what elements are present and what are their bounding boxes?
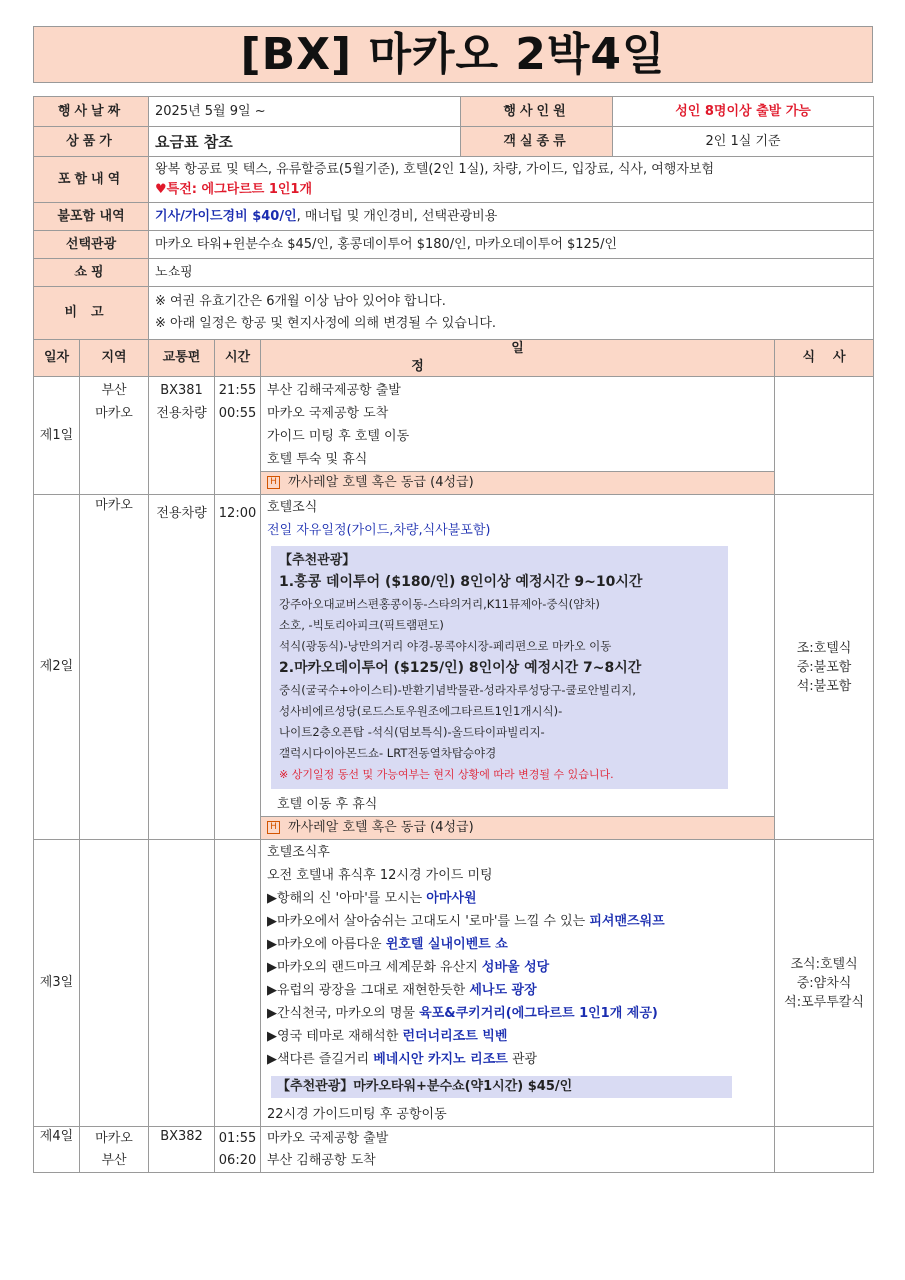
attraction-line: ▶유럽의 광장을 그대로 재현한듯한 세나도 광장	[267, 983, 537, 998]
schedule-line: 22시경 가이드미팅 후 공항이동	[267, 1107, 447, 1122]
meal-cell	[775, 840, 874, 1127]
include-benefit: ♥특전: 에그타르트 1인1개	[155, 181, 313, 197]
hotel-row	[261, 471, 774, 494]
meal-dinner: 석:포루투칼식	[784, 994, 864, 1010]
schedule-line: 가이드 미팅 후 호텔 이동	[267, 429, 410, 444]
day-row	[34, 840, 874, 1127]
attraction-line: ▶마카오에 아름다운 윈호텔 실내이벤트 쇼	[267, 937, 508, 952]
hotel-name: 까사레알 호텔 혹은 동급 (4성급)	[288, 820, 474, 835]
tour-line: 중식(굴국수+아이스티)-반환기념박물관-성라자루성당구-쿨로안빌리지,	[279, 683, 636, 697]
hotel-row	[261, 816, 774, 839]
shopping-label: 쇼핑	[34, 259, 149, 287]
transport: 전용차량	[156, 406, 207, 421]
box-note: ※ 상기일정 동선 및 가능여부는 현지 상황에 따라 변경될 수 있습니다.	[279, 768, 614, 781]
day-row	[34, 377, 874, 495]
tour-line: 강주아오대교버스편홍콩이동-스타의거리,K11뮤제아-중식(얌차)	[279, 597, 600, 611]
header-day: 일자	[34, 340, 80, 377]
region: 마카오	[80, 495, 149, 840]
header-schedule: 일정	[261, 340, 775, 377]
tour-line: 나이트2층오픈탑 -석식(덤보특식)-올드타이파빌리지-	[279, 725, 545, 739]
schedule-line: 호텔조식	[267, 500, 318, 515]
attraction-line: ▶간식천국, 마카오의 명물 육포&쿠키거리(에그타르트 1인1개 제공)	[267, 1006, 658, 1021]
meal-cell	[775, 377, 874, 495]
time: 12:00	[215, 495, 261, 840]
note-label: 비고	[34, 287, 149, 340]
attraction-line: ▶마카오에서 살아숨쉬는 고대도시 '로마'를 느낄 수 있는 피셔맨즈워프	[267, 914, 665, 929]
tour-title: 1.홍콩 데이투어 ($180/인) 8인이상 예정시간 9~10시간	[279, 574, 643, 590]
meal-breakfast: 조식:호텔식	[790, 956, 858, 972]
meal-lunch: 중:얌차식	[796, 975, 852, 991]
info-row-include	[34, 157, 874, 203]
schedule-line: 오전 호텔내 휴식후 12시경 가이드 미팅	[267, 868, 493, 883]
hotel-icon: H	[267, 476, 280, 489]
day-label: 제4일	[34, 1127, 80, 1173]
tour-line: 소호, -빅토리아피크(픽트램편도)	[279, 618, 444, 632]
meal-cell	[775, 495, 874, 840]
header-meal: 식사	[775, 340, 874, 377]
time: 00:55	[218, 406, 257, 421]
optional-label: 선택관광	[34, 231, 149, 259]
room-value: 2인 1실 기준	[613, 127, 874, 157]
schedule-line: 호텔 투숙 및 휴식	[267, 452, 368, 467]
page-title: [BX] 마카오 2박4일	[33, 26, 873, 83]
time: 21:55	[218, 383, 257, 398]
itinerary-table	[33, 96, 874, 1173]
room-label: 객실종류	[461, 127, 613, 157]
exclude-rest: , 매너팁 및 개인경비, 선택관광비용	[296, 208, 498, 224]
attraction-line: ▶색다른 즐길거리 베네시안 카지노 리조트 관광	[267, 1052, 538, 1067]
info-row-price	[34, 127, 874, 157]
info-row-note	[34, 287, 874, 340]
header-region: 지역	[80, 340, 149, 377]
tour-line: 성사비에르성당(로드스토우원조에그타르트1인1개시식)-	[279, 704, 563, 718]
region: 마카오	[95, 406, 133, 421]
date-value: 2025년 5월 9일 ~	[149, 97, 461, 127]
hotel-name: 까사레알 호텔 혹은 동급 (4성급)	[288, 475, 474, 490]
day-row	[34, 1127, 874, 1173]
recommended-tour-box	[271, 546, 728, 789]
note-line: ※ 아래 일정은 항공 및 현지사정에 의해 변경될 수 있습니다.	[155, 316, 497, 331]
attraction-line: ▶마카오의 랜드마크 세계문화 유산지 성바울 성당	[267, 960, 550, 975]
date-label: 행사날짜	[34, 97, 149, 127]
tour-line: 갤럭시다이아몬드쇼- LRT전동열차탑승야경	[279, 746, 497, 760]
info-row-exclude	[34, 203, 874, 231]
meal-breakfast: 조:호텔식	[796, 640, 852, 656]
recommended-tour-box: 【추천관광】마카오타워+분수쇼(약1시간) $45/인	[271, 1076, 732, 1098]
transport: BX382	[149, 1127, 215, 1173]
region	[80, 840, 149, 1127]
region: 부산	[101, 383, 127, 398]
schedule-line: 전일 자유일정(가이드,차량,식사불포함)	[267, 523, 491, 538]
header-transport: 교통편	[149, 340, 215, 377]
meal-lunch: 중:불포함	[796, 659, 852, 675]
day-label: 제3일	[34, 840, 80, 1127]
people-value: 성인 8명이상 출발 가능	[613, 97, 874, 127]
transport: 전용차량	[149, 495, 215, 840]
price-value: 요금표 참조	[149, 127, 461, 157]
time: 06:20	[218, 1152, 257, 1168]
tour-line: 석식(광동식)-낭만의거리 야경-몽콕야시장-페리편으로 마카오 이동	[279, 639, 612, 653]
box-title: 【추천관광】	[279, 553, 356, 568]
day-label: 제2일	[34, 495, 80, 840]
tour-title: 2.마카오데이투어 ($125/인) 8인이상 예정시간 7~8시간	[279, 660, 642, 676]
schedule-line: 마카오 국제공항 출발	[267, 1130, 389, 1146]
info-row-date	[34, 97, 874, 127]
region: 마카오	[95, 1130, 133, 1146]
meal-cell	[775, 1127, 874, 1173]
info-row-optional	[34, 231, 874, 259]
region: 부산	[101, 1152, 127, 1168]
include-label: 포함내역	[34, 157, 149, 203]
schedule-line: 부산 김해공항 도착	[267, 1152, 376, 1168]
attraction-line: ▶항해의 신 '아마'를 모시는 아마사원	[267, 891, 477, 906]
day-label: 제1일	[34, 377, 80, 495]
hotel-icon: H	[267, 821, 280, 834]
note-line: ※ 여권 유효기간은 6개월 이상 남아 있어야 합니다.	[155, 294, 446, 309]
people-label: 행사인원	[461, 97, 613, 127]
include-line: 왕복 항공료 및 텍스, 유류할증료(5월기준), 호텔(2인 1실), 차량, 가이드, 입장료, 식사, 여행자보험	[155, 161, 715, 177]
price-label: 상품가	[34, 127, 149, 157]
schedule-header	[34, 340, 874, 377]
schedule-line: 부산 김해국제공항 출발	[267, 383, 401, 398]
info-row-shopping	[34, 259, 874, 287]
day-row	[34, 495, 874, 840]
header-time: 시간	[215, 340, 261, 377]
exclude-label: 불포함 내역	[34, 203, 149, 231]
transport	[149, 840, 215, 1127]
time	[215, 840, 261, 1127]
schedule-line: 호텔조식후	[267, 845, 330, 860]
shopping-value: 노쇼핑	[149, 259, 874, 287]
exclude-highlight: 기사/가이드경비 $40/인	[155, 208, 297, 224]
time: 01:55	[218, 1130, 257, 1146]
meal-dinner: 석:불포함	[796, 678, 852, 694]
schedule-line: 마카오 국제공항 도착	[267, 406, 389, 421]
attraction-line: ▶영국 테마로 재해석한 런더너리조트 빅벤	[267, 1029, 508, 1044]
schedule-line: 호텔 이동 후 휴식	[277, 797, 378, 812]
optional-value: 마카오 타워+윈분수쇼 $45/인, 홍콩데이투어 $180/인, 마카오데이투어 $125/인	[149, 231, 874, 259]
transport: BX381	[160, 383, 203, 398]
